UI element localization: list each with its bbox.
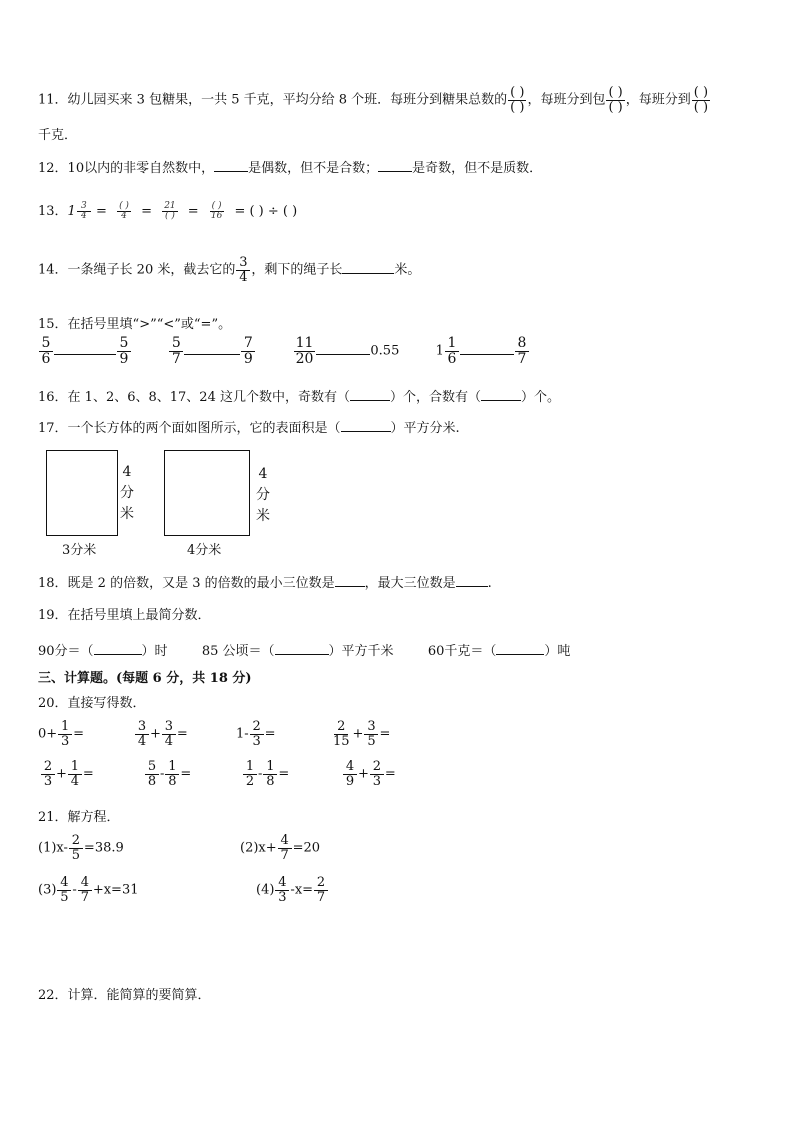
calc-item: 1- $\frac{2}{3}$ = xyxy=(236,719,276,749)
question-18: 18．既是 2 的倍数，又是 3 的倍数的最小三位数是 ，最大三位数是 . xyxy=(38,576,492,591)
calc-item: $\frac{3}{4}$ + $\frac{3}{4}$ = xyxy=(134,720,188,748)
figure-1-bottom-label: 3分米 xyxy=(62,543,97,558)
question-15-items: $\frac{5}{6}$ $\frac{5}{9}$ $\frac{5}{7}$ $\frac{7}{9}$ $\frac{11}{20}$ 0.55 1 $\frac{1}{6}$ $\frac{8}{7}$ xyxy=(38,336,530,366)
figure-face-1 xyxy=(46,450,118,536)
calc-item: $\frac{5}{8}$ - $\frac{1}{8}$ = xyxy=(144,760,191,788)
calc-item: $\frac{2}{15}$ + $\frac{3}{5}$ = xyxy=(333,719,391,749)
question-13: 13．1 $\frac{3}{4}$ = $\frac{( )}{4}$ = $\frac{21}{( )}$ = $\frac{( )}{16}$ = ( ) ÷ ( ) xyxy=(38,200,298,221)
question-12: 12．10以内的非零自然数中， 是偶数，但不是合数； 是奇数，但不是质数． xyxy=(38,161,543,176)
question-19-items: 90分＝（ ）时 85 公顷＝（ ）平方千米 60千克＝（ ）吨 xyxy=(38,644,571,659)
equation-1: (1)x- $\frac{2}{5}$ =38.9 xyxy=(38,833,124,863)
question-19-title: 19．在括号里填上最简分数． xyxy=(38,608,211,623)
equation-3: (3) $\frac{4}{5}$ - $\frac{4}{7}$ +x=31 xyxy=(38,875,139,905)
figure-face-2 xyxy=(164,450,250,536)
fraction-blank: $\frac{( )}{( )}$ xyxy=(693,85,709,115)
question-22: 22．计算．能简算的要简算． xyxy=(38,988,211,1003)
figure-1-side-label: 4 分 米 xyxy=(120,464,134,522)
figure-2-side-label: 4 分 米 xyxy=(256,466,270,524)
question-14: 14．一条绳子长 20 米，截去它的 $\frac{3}{4}$ ，剩下的绳子长 米。 xyxy=(38,255,421,285)
section-3-heading: 三、计算题。(每题 6 分，共 18 分) xyxy=(38,671,252,686)
question-15-title: 15．在括号里填“>”“<”或“=”。 xyxy=(38,317,232,332)
calc-item: 0+ $\frac{1}{3}$ = xyxy=(38,719,85,749)
question-11-cont: 千克． xyxy=(38,128,78,143)
equation-2: (2)x+ $\frac{4}{7}$ =20 xyxy=(240,833,321,863)
calc-item: $\frac{2}{3}$ + $\frac{1}{4}$ = xyxy=(40,760,94,788)
question-16: 16．在 1、2、6、8、17、24 这几个数中，奇数有（ ）个，合数有（ ）个。 xyxy=(38,390,561,405)
fraction-blank: $\frac{( )}{( )}$ xyxy=(510,85,525,115)
question-20-title: 20．直接写得数． xyxy=(38,696,146,711)
calc-item: $\frac{4}{9}$ + $\frac{2}{3}$ = xyxy=(342,760,396,788)
calc-item: $\frac{1}{2}$ - $\frac{1}{8}$ = xyxy=(242,760,289,788)
fraction-blank: $\frac{( )}{( )}$ xyxy=(608,85,623,115)
question-21-title: 21．解方程． xyxy=(38,810,120,825)
question-17: 17．一个长方体的两个面如图所示，它的表面积是（ ）平方分米. xyxy=(38,421,460,436)
question-11: 11．幼儿园买来 3 包糖果，一共 5 千克，平均分给 8 个班．每班分到糖果总数的 $\frac{( )}{( )}$ ，每班分到包 $\frac{( )}{( )}$ ，每班分到 $\frac{( )}{( )}$ xyxy=(38,85,709,115)
figure-2-bottom-label: 4分米 xyxy=(187,543,222,558)
equation-4: (4) $\frac{4}{3}$ -x= $\frac{2}{7}$ xyxy=(256,876,329,904)
